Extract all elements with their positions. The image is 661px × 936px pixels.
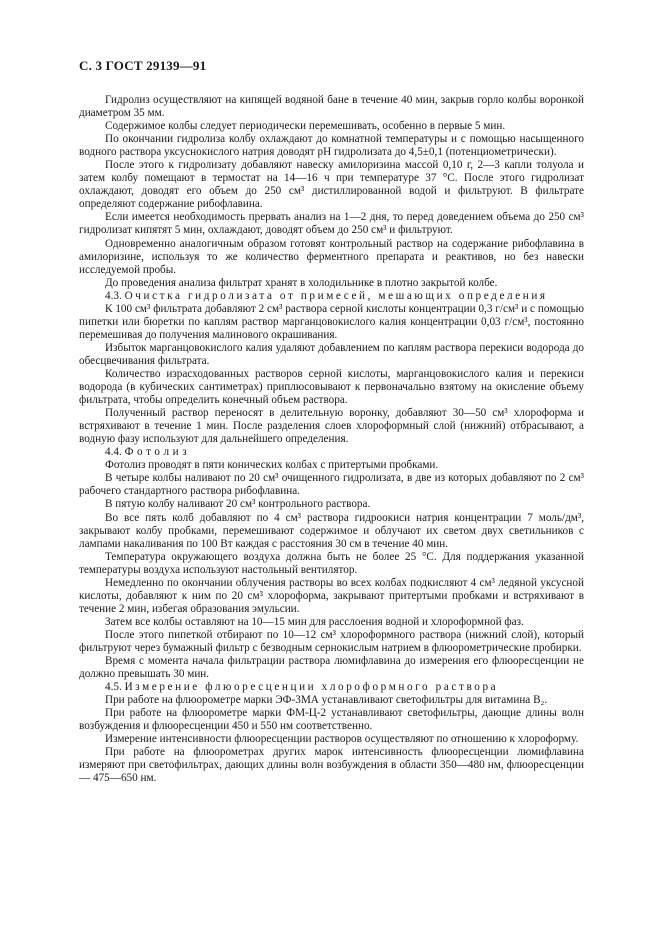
paragraph: Немедленно по окончании облучения растворы во всех колбах подкисляют 4 см³ ледяной уксусной кислоты, добавляют к ним по 20 см³ хлороформа, закрывают притертыми пробками и встряхивают в течение 2 мин, избегая образования эмульсии. [79,576,584,615]
paragraph: К 100 см³ фильтрата добавляют 2 см³ раствора серной кислоты концентрации 0,3 г/см³ и с помощью пипетки или бюретки по каплям раствор марганцовокислого калия концентрации 0,03 г/см³, постоянно перемешивая до получения малинового окрашивания. [79,302,584,341]
section-title: Очистка гидролизата от примесей, мешающих определения [124,289,548,302]
paragraph: При работе на флюорометре марки ФМ-Ц-2 устанавливают светофильтры, дающие длины волн возбуждения и флюоресценции 450 и 550 нм соответственно. [79,707,584,733]
paragraph: Избыток марганцовокислого калия удаляют добавлением по каплям раствора перекиси водорода до обесцвечивания фильтрата. [79,341,584,367]
paragraph: При работе на флюорометре марки ЭФ-3МА устанавливают светофильтры для витамина B₂. [105,694,548,707]
paragraph: Температура окружающего воздуха должна быть не более 25 °С. Для поддержания указанной температуры воздуха используют настольный вентилятор. [79,550,584,576]
paragraph: Фотолиз проводят в пяти конических колбах с притертыми пробками. [105,459,439,472]
section-number: 4.3. [105,289,122,302]
paragraph: Содержимое колбы следует периодически перемешивать, особенно в первые 5 мин. [105,120,506,133]
section-heading-4-3 [79,290,584,303]
section-title: Фотолиз [124,446,191,459]
section-heading-4-5 [79,681,584,694]
paragraph: Время с момента начала фильтрации раствора люмифлавина до измерения его флюоресценции не должно превышать 30 мин. [79,655,584,681]
paragraph: Одновременно аналогичным образом готовят контрольный раствор на содержание рибофлавина в амилоризине, используя то же количество ферментного препарата и реактивов, но без навески исследуемой пробы. [79,237,584,276]
paragraph: После этого к гидролизату добавляют навеску амилоризина массой 0,10 г, 2—3 капли толуола и затем колбу помещают в термостат на 14—16 ч при температуре 37 °С. После этого гидролизат охлаждают, доводят его объем до 250 см³ дистиллированной водой и фильтруют. В фильтрате определяют содержание рибофлавина. [79,159,584,211]
paragraph: Затем все колбы оставляют на 10—15 мин для расслоения водной и хлороформной фаз. [105,615,524,628]
document-body [79,94,584,785]
paragraph: Если имеется необходимость прервать анализ на 1—2 дня, то перед доведением объема до 250 см³ гидролизат кипятят 5 мин, охлаждают, доводят объем до 250 см³ и фильтруют. [79,211,584,237]
paragraph: Гидролиз осуществляют на кипящей водяной бане в течение 40 мин, закрыв горло колбы воронкой диаметром 35 мм. [79,94,584,120]
section-number: 4.4. [105,446,122,459]
paragraph: До проведения анализа фильтрат хранят в холодильнике в плотно закрытой колбе. [105,276,498,289]
paragraph: Количество израсходованных растворов серной кислоты, марганцовокислого калия и перекиси водорода (в кубических сантиметрах) приплюсовывают к первоначально взятому на окисление объему фильтрата, чтобы определить конечный объем раствора. [79,367,584,407]
paragraph: По окончании гидролиза колбу охлаждают до комнатной температуры и с помощью насыщенного водного раствора уксуснокислого натрия доводят pH гидролизата до 4,5±0,1 (потенциометрически). [79,133,584,159]
section-number: 4.5. [105,681,122,694]
paragraph: Во все пять колб добавляют по 4 см³ раствора гидроокиси натрия концентрации 7 моль/дм³, закрывают колбу пробками, перемешивают содержимое и облучают их светом двух светильников с лампами накаливания по 100 Вт каждая с расстояния 30 см в течение 40 мин. [79,511,584,550]
paragraph: После этого пипеткой отбирают по 10—12 см³ хлороформного раствора (нижний слой), который фильтруют через бумажный фильтр с безводным сернокислым натрием в флюорометрические пробирки. [79,628,584,654]
paragraph: При работе на флюорометрах других марок интенсивность флюоресценции люмифлавина измеряют при светофильтрах, дающих длины волн возбуждения в области 350—480 нм, флюоресценции — 475—650 нм. [79,746,584,785]
section-heading-4-4 [79,446,584,459]
page-header: С. 3 ГОСТ 29139—91 [79,58,207,73]
section-title: Измерение флюоресценции хлороформного раствора [124,681,499,694]
paragraph: В пятую колбу наливают 20 см³ контрольного раствора. [105,498,371,511]
paragraph: В четыре колбы наливают по 20 см³ очищенного гидролизата, в две из которых добавляют по 2 см³ рабочего стандартного раствора рибофлавина. [79,472,584,498]
paragraph: Измерение интенсивности флюоресценции растворов осуществляют по отношению к хлороформу. [105,733,579,746]
paragraph: Полученный раствор переносят в делительную воронку, добавляют 30—50 см³ хлороформа и встряхивают в течение 1 мин. После разделения слоев хлороформный слой (нижний) отбрасывают, а водную фазу используют для дальнейшего определения. [79,407,584,446]
